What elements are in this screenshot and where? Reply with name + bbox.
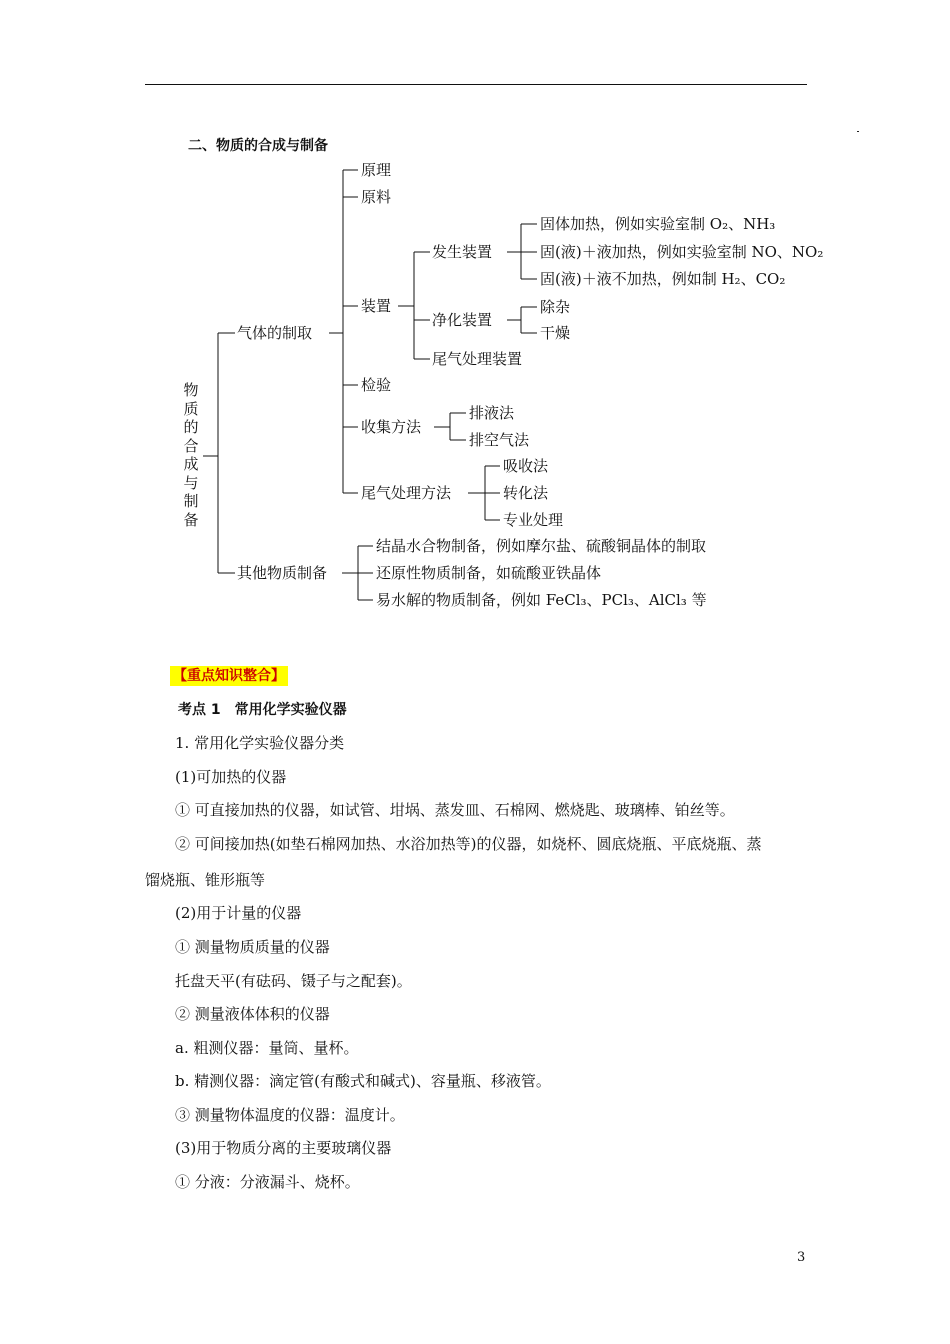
tree-generator-item: 固体加热，例如实验室制 O₂、NH₃ (540, 215, 776, 233)
tree-apparatus: 装置 (361, 297, 392, 315)
tree-generator-item: 固(液)＋液不加热，例如制 H₂、CO₂ (540, 270, 786, 288)
highlight-heading: 【重点知识整合】 (170, 666, 288, 686)
tree-material: 原料 (361, 188, 392, 206)
tree-connectors (0, 0, 950, 620)
tree-purify: 净化装置 (432, 311, 493, 329)
tree-purify-item: 除杂 (540, 298, 571, 316)
paragraph: ① 测量物质质量的仪器 (175, 938, 330, 956)
tree-generator: 发生装置 (432, 243, 493, 261)
tree-collect: 收集方法 (361, 418, 422, 436)
tree-tail-item: 吸收法 (503, 457, 549, 475)
tree-gas: 气体的制取 (237, 324, 313, 342)
paragraph: (2)用于计量的仪器 (175, 904, 302, 922)
paragraph: 托盘天平(有砝码、镊子与之配套)。 (175, 972, 412, 990)
kaodian-heading: 考点 1 常用化学实验仪器 (178, 702, 347, 718)
tree-purify-item: 干燥 (540, 324, 571, 342)
tree-tail-item: 转化法 (503, 484, 549, 502)
paragraph: (3)用于物质分离的主要玻璃仪器 (175, 1139, 392, 1157)
tree-tail-device: 尾气处理装置 (432, 350, 523, 368)
tree-collect-item: 排空气法 (469, 431, 530, 449)
tree-root: 物质的合成与制备 (183, 381, 199, 529)
tree-test: 检验 (361, 376, 392, 394)
paragraph: a. 粗测仪器：量筒、量杯。 (175, 1039, 359, 1057)
paragraph: 1. 常用化学实验仪器分类 (175, 734, 345, 752)
tree-collect-item: 排液法 (469, 404, 515, 422)
tree-tail-item: 专业处理 (503, 511, 564, 529)
tree-other-item: 还原性物质制备，如硫酸亚铁晶体 (376, 564, 602, 582)
tree-other-item: 结晶水合物制备，例如摩尔盐、硫酸铜晶体的制取 (376, 537, 707, 555)
paragraph: b. 精测仪器：滴定管(有酸式和碱式)、容量瓶、移液管。 (175, 1072, 551, 1090)
tree-other: 其他物质制备 (237, 564, 328, 582)
paragraph: ② 测量液体体积的仪器 (175, 1005, 330, 1023)
paragraph: (1)可加热的仪器 (175, 768, 287, 786)
paragraph: ② 可间接加热(如垫石棉网加热、水浴加热等)的仪器，如烧杯、圆底烧瓶、平底烧瓶、蒸 (175, 835, 762, 853)
paragraph: ① 分液：分液漏斗、烧杯。 (175, 1173, 360, 1191)
paragraph: ③ 测量物体温度的仪器：温度计。 (175, 1106, 405, 1124)
section-title: 二、物质的合成与制备 (188, 138, 328, 154)
tree-principle: 原理 (361, 161, 392, 179)
page-number: 3 (797, 1250, 806, 1265)
tree-tail-method: 尾气处理方法 (361, 484, 452, 502)
paragraph: ① 可直接加热的仪器，如试管、坩埚、蒸发皿、石棉网、燃烧匙、玻璃棒、铂丝等。 (175, 801, 735, 819)
tree-generator-item: 固(液)＋液加热，例如实验室制 NO、NO₂ (540, 243, 824, 261)
tree-other-item: 易水解的物质制备，例如 FeCl₃、PCl₃、AlCl₃ 等 (376, 591, 707, 609)
paragraph: 馏烧瓶、锥形瓶等 (145, 871, 266, 889)
